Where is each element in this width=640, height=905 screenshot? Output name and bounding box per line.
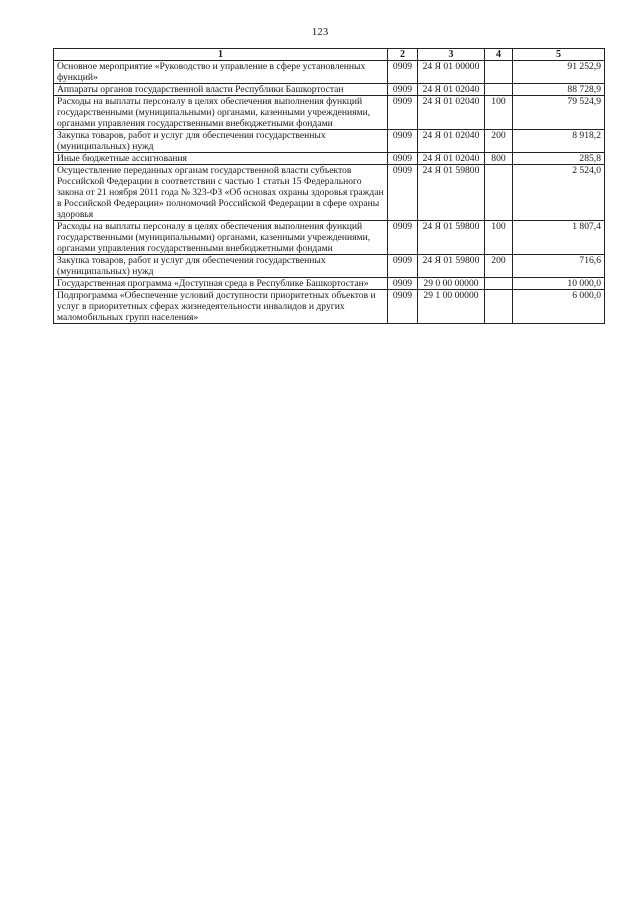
- row-section: 0909: [388, 165, 418, 221]
- row-type: 200: [485, 130, 513, 153]
- row-amount: 91 252,9: [513, 61, 605, 84]
- row-amount: 79 524,9: [513, 96, 605, 130]
- table-row: [54, 61, 605, 84]
- table-row: [54, 255, 605, 278]
- row-code: 24 Я 01 59800: [418, 255, 485, 278]
- row-code: 24 Я 01 02040: [418, 153, 485, 165]
- budget-table: [53, 48, 605, 324]
- row-code: 29 1 00 00000: [418, 290, 485, 324]
- row-name: Основное мероприятие «Руководство и управление в сфере установленных функций»: [54, 61, 388, 84]
- row-code: 24 Я 01 02040: [418, 96, 485, 130]
- row-amount: 2 524,0: [513, 165, 605, 221]
- row-amount: 6 000,0: [513, 290, 605, 324]
- table-row: [54, 96, 605, 130]
- table-body: [54, 61, 605, 324]
- row-name: Иные бюджетные ассигнования: [54, 153, 388, 165]
- row-section: 0909: [388, 84, 418, 96]
- table-row: [54, 84, 605, 96]
- row-type: [485, 165, 513, 221]
- row-amount: 10 000,0: [513, 278, 605, 290]
- row-code: 24 Я 01 02040: [418, 130, 485, 153]
- row-code: 24 Я 01 00000: [418, 61, 485, 84]
- row-name: Закупка товаров, работ и услуг для обеспечения государственных (муниципальных) нужд: [54, 130, 388, 153]
- row-amount: 88 728,9: [513, 84, 605, 96]
- column-header-code: 3: [418, 49, 485, 61]
- page-number: 123: [311, 26, 329, 38]
- header-row: [54, 49, 605, 61]
- row-code: 29 0 00 00000: [418, 278, 485, 290]
- row-code: 24 Я 01 59800: [418, 221, 485, 255]
- row-name: Расходы на выплаты персоналу в целях обеспечения выполнения функций государственными (муниципальными) органами, казенными учреждениями, органами управления государственными внебюджетными фондами: [54, 96, 388, 130]
- row-section: 0909: [388, 96, 418, 130]
- row-code: 24 Я 01 02040: [418, 84, 485, 96]
- row-type: [485, 84, 513, 96]
- row-code: 24 Я 01 59800: [418, 165, 485, 221]
- row-section: 0909: [388, 255, 418, 278]
- table-row: [54, 165, 605, 221]
- table-row: [54, 278, 605, 290]
- row-type: [485, 290, 513, 324]
- row-section: 0909: [388, 153, 418, 165]
- row-name: Аппараты органов государственной власти Республики Башкортостан: [54, 84, 388, 96]
- row-section: 0909: [388, 290, 418, 324]
- row-type: 100: [485, 96, 513, 130]
- row-section: 0909: [388, 61, 418, 84]
- table-row: [54, 153, 605, 165]
- row-type: 100: [485, 221, 513, 255]
- row-name: Государственная программа «Доступная среда в Республике Башкортостан»: [54, 278, 388, 290]
- table-row: [54, 130, 605, 153]
- row-name: Расходы на выплаты персоналу в целях обеспечения выполнения функций государственными (муниципальными) органами, казенными учреждениями, органами управления государственными внебюджетными фондами: [54, 221, 388, 255]
- row-type: 200: [485, 255, 513, 278]
- row-section: 0909: [388, 278, 418, 290]
- column-header-section: 2: [388, 49, 418, 61]
- column-header-amount: 5: [513, 49, 605, 61]
- row-amount: 285,8: [513, 153, 605, 165]
- table-row: [54, 221, 605, 255]
- row-name: Закупка товаров, работ и услуг для обеспечения государственных (муниципальных) нужд: [54, 255, 388, 278]
- table-row: [54, 290, 605, 324]
- column-header-name: 1: [54, 49, 388, 61]
- row-name: Осуществление переданных органам государственной власти субъектов Российской Федерации в соответствии с частью 1 статьи 15 Федерального закона от 21 ноября 2011 года № 323-ФЗ «Об основах охраны здоровья граждан в Российской Федерации» полномочий Российской Федерации в сфере охраны здоровья: [54, 165, 388, 221]
- column-header-type: 4: [485, 49, 513, 61]
- row-section: 0909: [388, 130, 418, 153]
- row-section: 0909: [388, 221, 418, 255]
- row-type: [485, 61, 513, 84]
- row-type: 800: [485, 153, 513, 165]
- row-amount: 1 807,4: [513, 221, 605, 255]
- table-header: [54, 49, 605, 61]
- row-type: [485, 278, 513, 290]
- row-amount: 716,6: [513, 255, 605, 278]
- row-amount: 8 918,2: [513, 130, 605, 153]
- row-name: Подпрограмма «Обеспечение условий доступности приоритетных объектов и услуг в приоритетных сферах жизнедеятельности инвалидов и других маломобильных групп населения»: [54, 290, 388, 324]
